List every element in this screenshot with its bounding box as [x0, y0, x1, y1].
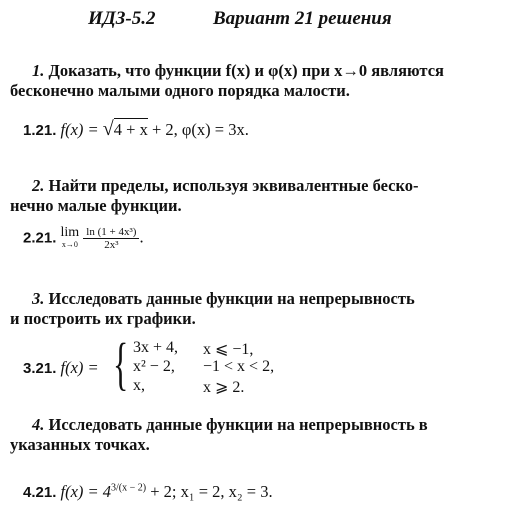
variant-title: Вариант 21 решения — [213, 8, 392, 29]
task-1-statement — [10, 61, 444, 101]
sqrt-symbol: √ — [102, 118, 114, 140]
task-1-line-2: бесконечно малыми одного порядка малости. — [10, 81, 350, 100]
task-1-number: 1. — [32, 61, 45, 80]
problem-3-21-label: 3.21. — [23, 360, 57, 377]
problem-3-21-f-prefix: f(x) = — [60, 358, 99, 377]
task-2-line-2: нечно малые функции. — [10, 196, 182, 215]
case-2-cond: −1 < x < 2, — [203, 358, 275, 375]
doc-code: ИДЗ-5.2 — [88, 8, 156, 29]
problem-1-21 — [23, 118, 249, 141]
lim-subscript: x→0 — [61, 239, 78, 249]
task-3-line-1: Исследовать данные функции на непрерывность — [48, 289, 415, 308]
case-3-expr: x, — [133, 377, 145, 394]
task-2-number: 2. — [32, 176, 45, 195]
lim-text: lim — [60, 224, 80, 240]
exponent: 3/(x − 2) — [111, 482, 147, 494]
task-2-line-1: Найти пределы, используя эквивалентные беско- — [48, 176, 419, 195]
case-1-cond: x ⩽ −1, — [203, 341, 254, 358]
fraction-denominator: 2x³ — [104, 239, 119, 251]
case-3-cond: x ⩾ 2. — [203, 379, 245, 396]
problem-1-21-label: 1.21. — [23, 122, 57, 139]
problem-1-21-suffix: + 2, φ(x) = 3x. — [147, 120, 249, 139]
task-3-line-2: и построить их графики. — [10, 309, 196, 328]
case-1-expr: 3x + 4, — [133, 339, 179, 356]
piecewise-brace: { — [113, 331, 129, 396]
limit-fraction — [83, 226, 139, 251]
case-2-expr: x² − 2, — [133, 358, 175, 375]
limit-operator — [60, 224, 80, 251]
problem-4-21 — [23, 482, 273, 502]
task-4-number: 4. — [32, 415, 45, 434]
task-1-line-1: Доказать, что функции f(x) и φ(x) при x→0 являются — [48, 61, 444, 80]
task-4-line-1: Исследовать данные функции на непрерывность в — [48, 415, 428, 434]
problem-3-21 — [23, 358, 99, 378]
problem-2-21-end: . — [139, 227, 144, 247]
task-2-statement — [10, 176, 419, 216]
problem-2-21-label: 2.21. — [23, 229, 57, 247]
radicand: 4 + x — [113, 120, 148, 139]
task-4-statement — [10, 415, 428, 455]
problem-1-21-f-prefix: f(x) = — [60, 120, 103, 139]
task-3-number: 3. — [32, 289, 45, 308]
task-4-line-2: указанных точках. — [10, 435, 150, 454]
problem-4-21-suffix: + 2; x₁ = 2, x₂ = 3. — [146, 482, 273, 501]
problem-2-21 — [23, 226, 144, 251]
problem-4-21-label: 4.21. — [23, 484, 57, 501]
task-3-statement — [10, 289, 415, 329]
fraction-numerator: ln (1 + 4x³) — [83, 226, 139, 239]
problem-4-21-f-prefix: f(x) = 4 — [60, 482, 112, 501]
